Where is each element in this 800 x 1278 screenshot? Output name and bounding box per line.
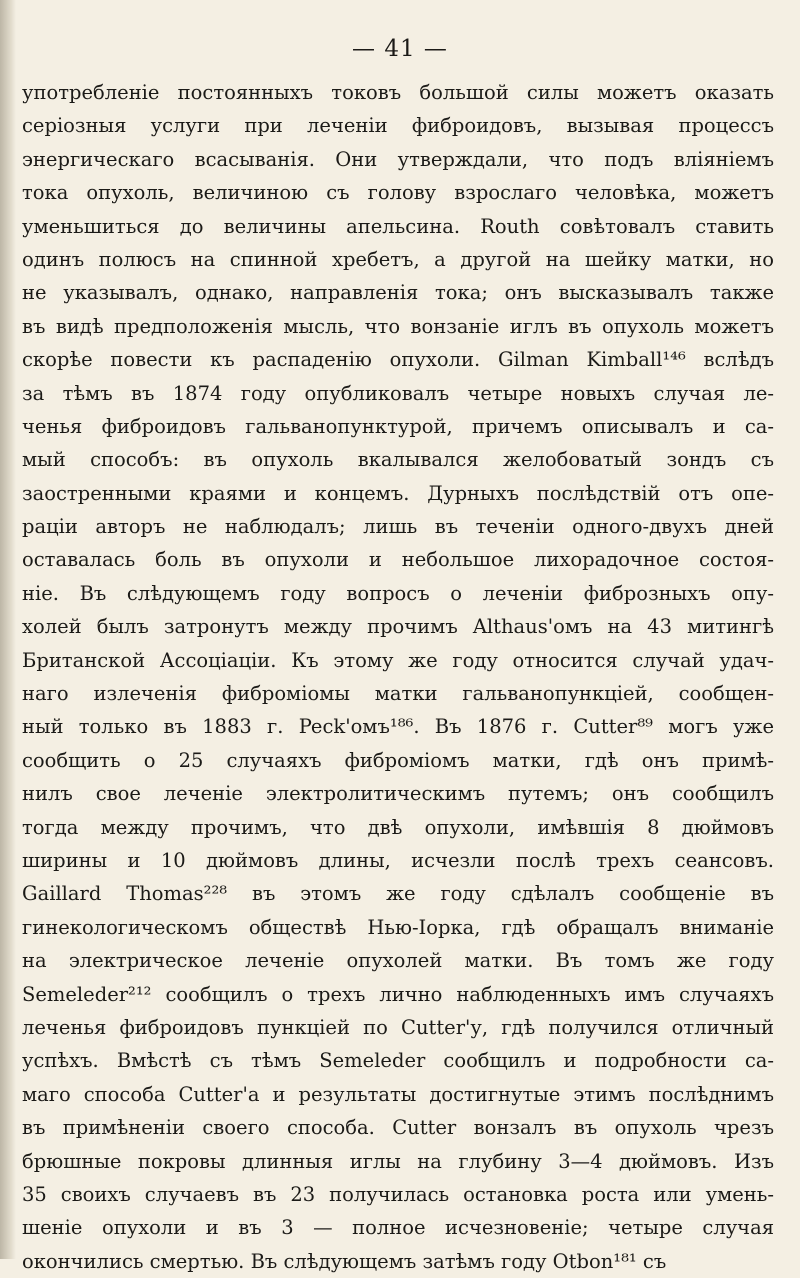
text-line: окончились смертью. Въ слѣдующемъ затѣмъ году Otbon¹⁸¹ съ xyxy=(22,1249,667,1273)
text-line: въ примѣненіи своего способа. Cutter вонзалъ въ опухоль чрезъ xyxy=(22,1116,774,1140)
text-line: шеніе опухоли и въ 3 — полное исчезновеніе; четыре случая xyxy=(22,1216,774,1240)
text-line: Gaillard Thomas²²⁸ въ этомъ же году сдѣлалъ сообщеніе въ xyxy=(22,882,774,906)
text-line: уменьшиться до величины апельсина. Routh совѣтовалъ ставить xyxy=(22,214,774,238)
text-line: тогда между прочимъ, что двѣ опухоли, имѣвшія 8 дюймовъ xyxy=(22,815,774,839)
page-spine-shadow xyxy=(0,0,16,1259)
text-line: одинъ полюсъ на спинной хребетъ, а другой на шейку матки, но xyxy=(22,247,774,271)
text-line: нилъ свое леченіе электролитическимъ путемъ; онъ сообщилъ xyxy=(22,782,774,806)
page-number: — 41 — xyxy=(352,36,448,62)
text-line: ширины и 10 дюймовъ длины, исчезли послѣ трехъ сеансовъ. xyxy=(22,848,774,872)
text-line: употребленіе постоянныхъ токовъ большой силы можетъ оказать xyxy=(22,81,774,104)
text-line: сообщить о 25 случаяхъ фиброміомъ матки, гдѣ онъ примѣ- xyxy=(22,748,774,772)
text-line: гинекологическомъ обществѣ Нью-Іорка, гдѣ обращалъ вниманіе xyxy=(22,915,774,939)
text-line: въ видѣ предположенія мысль, что вонзаніе иглъ въ опухоль можетъ xyxy=(22,314,774,338)
text-line: энергическаго всасыванія. Они утверждали, что подъ вліяніемъ xyxy=(22,147,774,171)
text-line: ніе. Въ слѣдующемъ году вопросъ о леченіи фиброзныхъ опу- xyxy=(22,581,774,605)
text-line: мый способъ: въ опухоль вкалывался желобоватый зондъ съ xyxy=(22,448,774,472)
text-line: не указывалъ, однако, направленія тока; онъ высказывалъ также xyxy=(22,281,774,305)
text-line: 35 своихъ случаевъ въ 23 получилась остановка роста или умень- xyxy=(22,1182,774,1206)
text-line: за тѣмъ въ 1874 году опубликовалъ четыре новыхъ случая ле- xyxy=(22,381,774,405)
text-line: ный только въ 1883 г. Peck'омъ¹⁸⁶. Въ 1876 г. Cutter⁸⁹ могъ уже xyxy=(22,715,774,739)
text-line: тока опухоль, величиною съ голову взрослаго человѣка, можетъ xyxy=(22,181,774,205)
text-line: Британской Ассоціаціи. Къ этому же году относится случай удач- xyxy=(22,648,774,672)
body-text xyxy=(22,76,774,1278)
text-line: успѣхъ. Вмѣстѣ съ тѣмъ Semeleder сообщилъ и подробности са- xyxy=(22,1049,774,1073)
text-line: наго излеченія фиброміомы матки гальванопункціей, сообщен- xyxy=(22,682,774,706)
text-line: на электрическое леченіе опухолей матки. Въ томъ же году xyxy=(22,949,774,973)
text-line: холей былъ затронутъ между прочимъ Althaus'омъ на 43 митингѣ xyxy=(22,615,774,639)
text-line: брюшные покровы длинныя иглы на глубину 3—4 дюймовъ. Изъ xyxy=(22,1149,774,1173)
text-line: Semeleder²¹² сообщилъ о трехъ лично наблюденныхъ имъ случаяхъ xyxy=(22,982,774,1006)
text-line: оставалась боль въ опухоли и небольшое лихорадочное состоя- xyxy=(22,548,774,572)
text-line: леченья фиброидовъ пункціей по Cutter'у, гдѣ получился отличный xyxy=(22,1015,774,1039)
text-line: раціи авторъ не наблюдалъ; лишь въ теченіи одного-двухъ дней xyxy=(22,515,774,539)
text-line: скорѣе повести къ распаденію опухоли. Gilman Kimball¹⁴⁶ вслѣдъ xyxy=(22,348,774,372)
text-line: заостренными краями и концемъ. Дурныхъ послѣдствій отъ опе- xyxy=(22,481,774,505)
text-line: маго способа Cutter'а и результаты достигнутые этимъ послѣднимъ xyxy=(22,1082,774,1106)
text-line: ченья фиброидовъ гальванопунктурой, причемъ описывалъ и са- xyxy=(22,414,774,438)
text-line: серіозныя услуги при леченіи фиброидовъ, вызывая процессъ xyxy=(22,114,774,138)
